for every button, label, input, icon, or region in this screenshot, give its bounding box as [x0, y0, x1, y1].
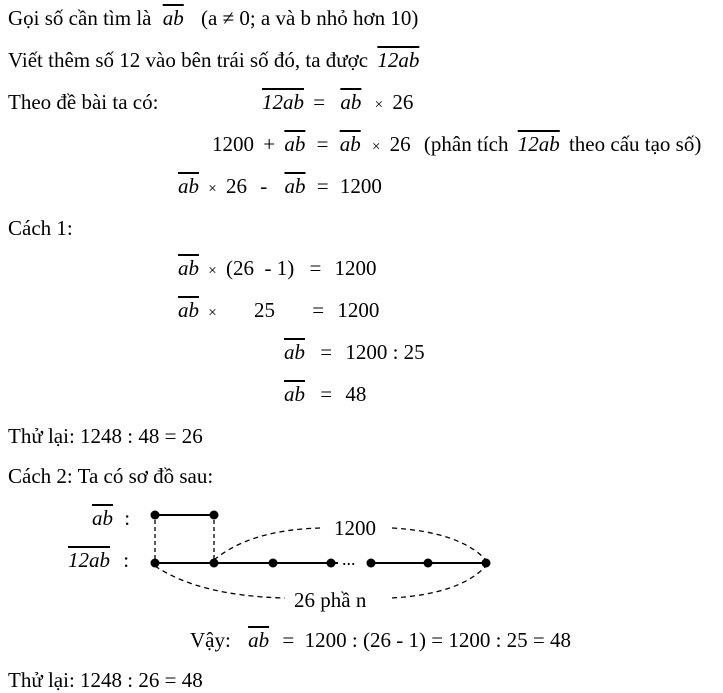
conclusion-line [190, 630, 571, 651]
division-expr: 1200 : 25 [345, 340, 425, 364]
num-25: 25 [253, 298, 275, 322]
ab-number: $\overline{ab}$ [162, 6, 184, 30]
cach-2-heading: Cách 2: Ta có sơ đồ sau: [8, 464, 214, 488]
plus-sign: + [263, 132, 276, 156]
equals-sign: = [320, 382, 333, 406]
check-1: Thử lại: 1248 : 48 = 26 [8, 424, 203, 448]
check-2: Thử lại: 1248 : 26 = 48 [8, 668, 203, 692]
ab-term: $\overline{ab}$ [178, 298, 199, 322]
ab-term: $\overline{ab}$ [284, 132, 306, 156]
12ab-term: 12ab [262, 90, 304, 114]
ab-term: $\overline{ab}$ [284, 340, 305, 364]
note-pre: (phân tích [423, 132, 509, 156]
long-dot-2 [269, 559, 278, 568]
equals-sign: = [316, 132, 329, 156]
paren-expr: (26 - 1) [225, 256, 295, 280]
colon: : [123, 548, 130, 572]
brace-top-right [392, 528, 486, 560]
equals-sign: = [313, 90, 326, 114]
equals-sign: = [312, 298, 325, 322]
diagram-total-label: 1200 [334, 516, 376, 540]
times-sign: × [208, 263, 217, 279]
12ab-number: 12ab [377, 48, 420, 72]
brace-bottom-left [155, 566, 285, 598]
long-dot-4 [367, 559, 376, 568]
note-post: theo cấu tạo số) [568, 132, 702, 156]
vay-label: Vậy: [190, 628, 231, 652]
times-sign: × [374, 97, 384, 113]
long-dot-5 [424, 559, 433, 568]
ab-term: $\overline{ab}$ [178, 174, 199, 198]
diagram-ellipsis: ... [342, 549, 356, 569]
num-26: 26 [392, 90, 414, 114]
long-dot-3 [327, 559, 336, 568]
intro-text: Gọi số cần tìm là [8, 6, 152, 30]
ab-term: $\overline{ab}$ [339, 132, 361, 156]
equals-sign: = [320, 340, 333, 364]
equals-sign: = [316, 174, 329, 198]
ab-term: $\overline{ab}$ [92, 506, 113, 530]
conclusion-expr: = 1200 : (26 - 1) = 1200 : 25 = 48 [282, 628, 572, 652]
ab-left-dot [151, 511, 160, 520]
num-1200: 1200 [334, 256, 377, 280]
num-1200: 1200 [212, 132, 254, 156]
theo-de-label: Theo đề bài ta có: [8, 90, 159, 114]
ab-term: $\overline{ab}$ [178, 256, 199, 280]
diagram-parts-label: 26 phầ n [294, 588, 367, 612]
num-48: 48 [345, 382, 367, 406]
times-sign: × [371, 139, 381, 155]
times-sign: × [208, 305, 217, 321]
num-26: 26 [389, 132, 411, 156]
brace-top-left [214, 528, 320, 560]
cach-1-heading: Cách 1: [8, 216, 73, 240]
ab-term: $\overline{ab}$ [284, 174, 306, 198]
12ab-term: 12ab [68, 548, 110, 572]
write-text: Viết thêm số 12 vào bên trái số đó, ta được [8, 48, 369, 72]
num-1200: 1200 [339, 174, 382, 198]
12ab-term: 12ab [517, 132, 560, 156]
equals-sign: = [309, 256, 322, 280]
ab-term: $\overline{ab}$ [248, 628, 270, 652]
num-26: 26 [225, 174, 247, 198]
colon: : [124, 506, 131, 530]
brace-bottom-right [392, 566, 486, 598]
ab-term: $\overline{ab}$ [340, 90, 362, 114]
ab-right-dot [210, 511, 219, 520]
minus-sign: - [260, 174, 268, 198]
ab-term: $\overline{ab}$ [284, 382, 305, 406]
times-sign: × [208, 181, 217, 197]
condition: (a ≠ 0; a và b nhỏ hơn 10) [200, 6, 419, 30]
num-1200: 1200 [337, 298, 380, 322]
